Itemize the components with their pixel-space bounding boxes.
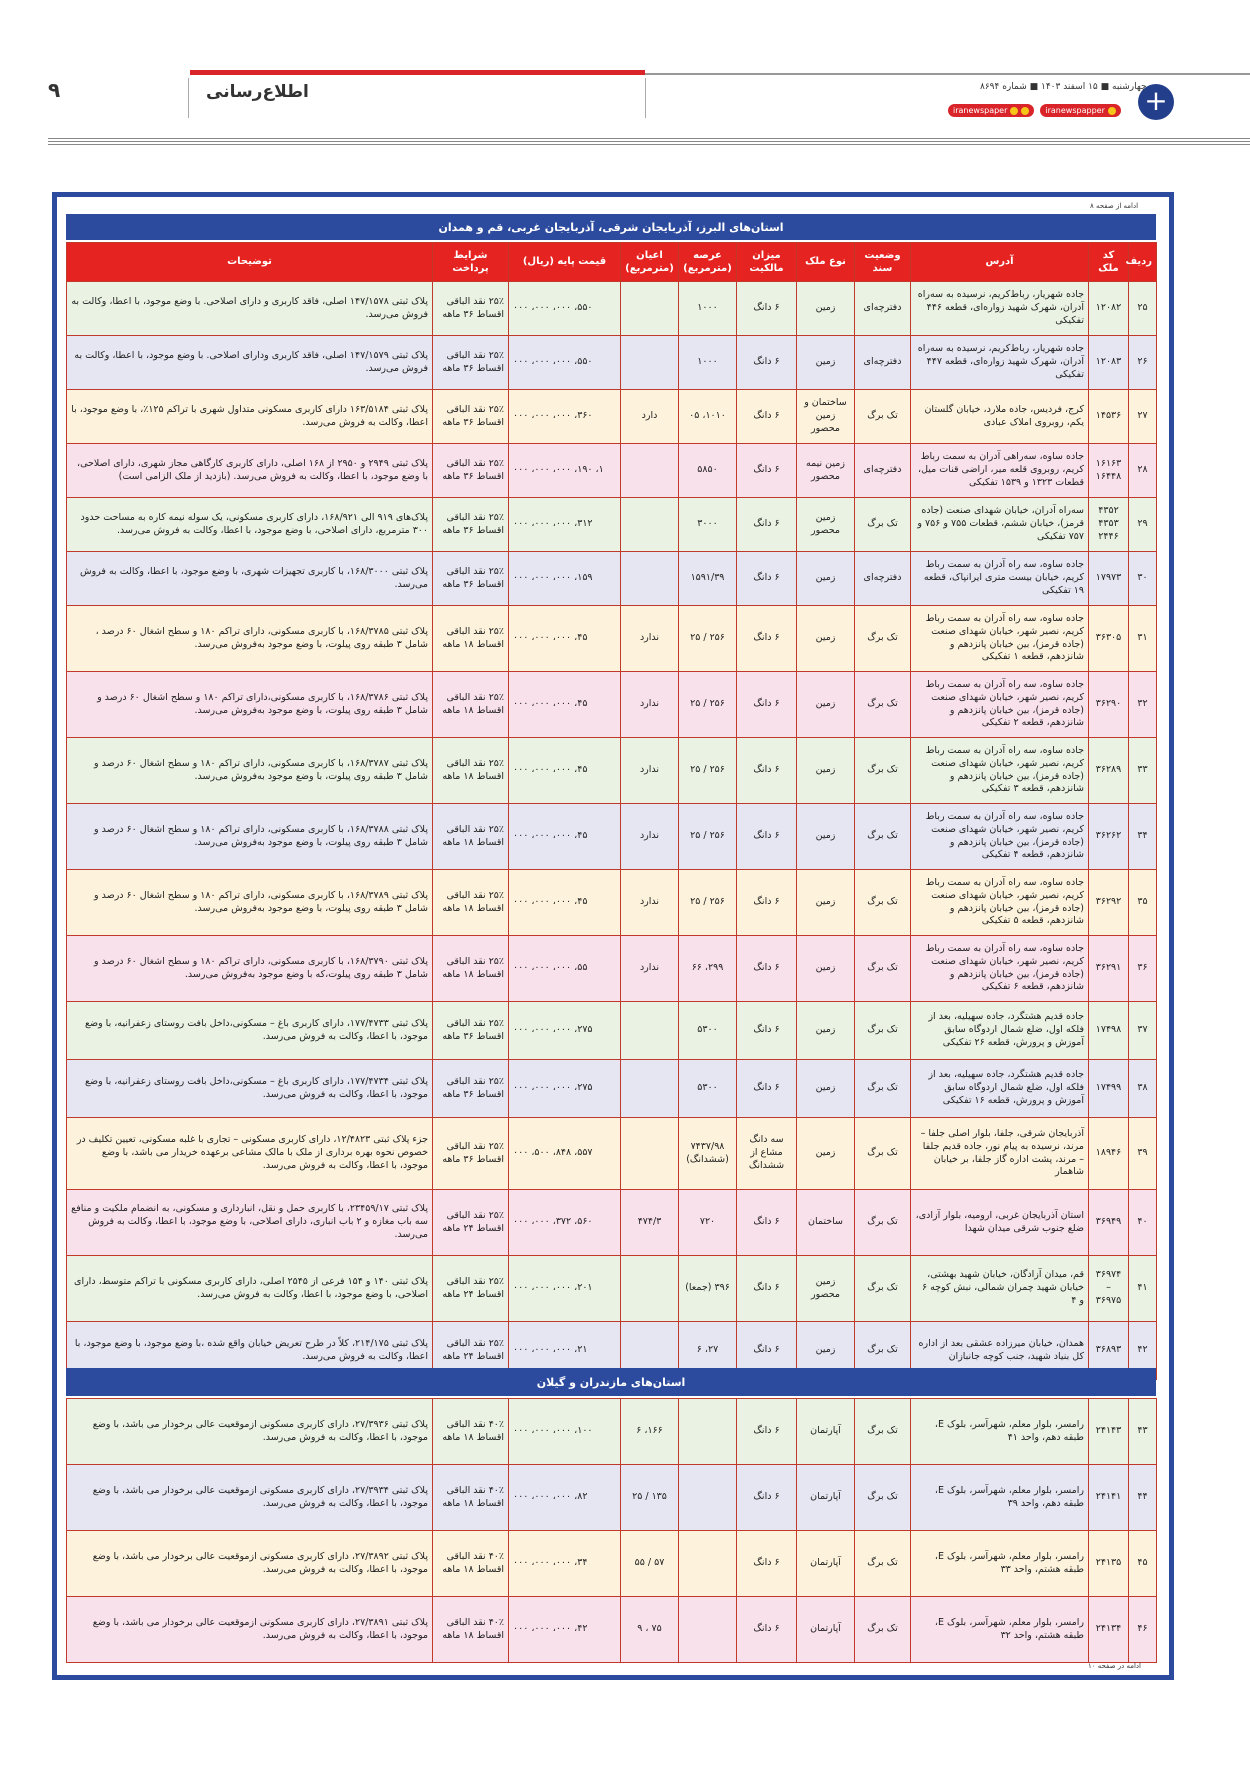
cell-code: ۱۷۹۷۳ (1089, 552, 1129, 606)
cell-land (679, 1597, 737, 1663)
cell-code: ۳۶۹۴۹ (1089, 1190, 1129, 1256)
cell-code: ۲۴۱۳۵ (1089, 1531, 1129, 1597)
cell-share: ۶ دانگ (737, 444, 797, 498)
divider (48, 141, 1250, 142)
cell-address: جاده قدیم هشتگرد، جاده سهیلیه، بعد از فلکه اول، ضلع شمال اردوگاه سابق آموزش و پرورش، قطعه ۲۶ تفکیکی (911, 1002, 1089, 1060)
cell-desc: پلاک ثبتی ۱۴۷/۱۵۷۸ اصلی، فاقد کاربری و دارای اصلاحی. با وضع موجود، با اعطا، وکالت به فروش می‌رسد. (67, 282, 433, 336)
cell-type: زمین (797, 552, 855, 606)
column-header: وضعیت سند (855, 243, 911, 282)
cell-doc: تک برگ (855, 1465, 911, 1531)
cell-terms: ۴۰٪ نقد الباقی اقساط ۱۸ ماهه (433, 1597, 509, 1663)
cell-no: ۳۹ (1129, 1118, 1157, 1190)
cell-terms: ۲۵٪ نقد الباقی اقساط ۱۸ ماهه (433, 672, 509, 738)
cell-land: ۵۸۵۰ (679, 444, 737, 498)
cell-code: ۳۶۳۰۵ (1089, 606, 1129, 672)
cell-terms: ۲۵٪ نقد الباقی اقساط ۳۶ ماهه (433, 1060, 509, 1118)
cell-building: ندارد (621, 936, 679, 1002)
cell-building: ندارد (621, 606, 679, 672)
cell-code: ۱۴۵۳۶ (1089, 390, 1129, 444)
cell-land: ۳۹۶ (جمعا) (679, 1256, 737, 1322)
header-grey-bar (645, 73, 1250, 75)
cell-code: ۳۶۹۷۴ – ۳۶۹۷۵ (1089, 1256, 1129, 1322)
cell-address: سه‌راه آدران، خیابان شهدای صنعت (جاده قرمز)، خیابان ششم، قطعات ۷۵۵ و ۷۵۶ و ۷۵۷ تفکیکی (911, 498, 1089, 552)
cell-type: زمین (797, 1002, 855, 1060)
cell-no: ۳۸ (1129, 1060, 1157, 1118)
cell-doc: تک برگ (855, 1118, 911, 1190)
cell-share: ۶ دانگ (737, 1465, 797, 1531)
cell-land: ۲۹۹، ۶۶ (679, 936, 737, 1002)
cell-share: ۶ دانگ (737, 1190, 797, 1256)
cell-share: ۶ دانگ (737, 1002, 797, 1060)
table-row (67, 1531, 1157, 1597)
table-row (67, 1597, 1157, 1663)
cell-type: آپارتمان (797, 1465, 855, 1531)
cell-address: همدان، خیابان میرزاده عشقی بعد از اداره کل بنیاد شهید، جنب کوچه جانبازان (911, 1322, 1089, 1380)
instagram-icon (1108, 107, 1116, 115)
cell-land: ۵۳۰۰ (679, 1060, 737, 1118)
cell-code: ۲۴۱۴۱ (1089, 1465, 1129, 1531)
cell-terms: ۲۵٪ نقد الباقی اقساط ۳۶ ماهه (433, 336, 509, 390)
cell-address: رامسر، بلوار معلم، شهرآسر، بلوک E، طبقه هشتم، واحد ۳۲ (911, 1597, 1089, 1663)
cell-land: ۲۵۶ / ۲۵ (679, 804, 737, 870)
cell-building: ۱۳۵ / ۲۵ (621, 1465, 679, 1531)
cell-no: ۳۰ (1129, 552, 1157, 606)
cell-desc: پلاک ثبتی ۲۷/۳۸۹۲، دارای کاربری مسکونی ازموقعیت عالی برخودار می باشد، با وضع موجود، با اعطا، وکالت به فروش می‌رسد. (67, 1531, 433, 1597)
cell-price: ۵۶۰، ۳۷۲، ۰۰۰، ۰۰۰ (509, 1190, 621, 1256)
cell-desc: پلاک ثبتی ۲۷/۳۸۹۱، دارای کاربری مسکونی ازموقعیت عالی برخودار می باشد، با وضع موجود، با اعطا، وکالت به فروش می‌رسد. (67, 1597, 433, 1663)
cell-desc: پلاک ثبتی ۱۶۸/۳۰۰۰، با کاربری تجهیزات شهری، با وضع موجود، با اعطا، وکالت به فروش می‌رسد. (67, 552, 433, 606)
cell-address: جاده قدیم هشتگرد، جاده سهیلیه، بعد از فلکه اول، ضلع شمال اردوگاه سابق آموزش و پرورش، قطعه ۱۶ تفکیکی (911, 1060, 1089, 1118)
continued-to: ادامه در صفحه ۱۰ (1088, 1662, 1141, 1670)
cell-address: جاده ساوه، سه راه آدران به سمت رباط کریم، نصیر شهر، خیابان شهدای صنعت (جاده قرمز)، بین خیابان پانزدهم و شانزدهم، قطعه ۲ تفکیکی (911, 672, 1089, 738)
cell-building: ندارد (621, 672, 679, 738)
cell-land: ۱۵۹۱/۳۹ (679, 552, 737, 606)
cell-land: ۷۲۰ (679, 1190, 737, 1256)
cell-building (621, 444, 679, 498)
cell-share: ۶ دانگ (737, 870, 797, 936)
cell-doc: تک برگ (855, 804, 911, 870)
table-row (67, 804, 1157, 870)
column-header: اعیان (مترمربع) (621, 243, 679, 282)
page-number: ۹ (48, 78, 61, 102)
cell-price: ۳۴، ۰۰۰، ۰۰۰، ۰۰۰ (509, 1531, 621, 1597)
cell-land: ۲۷، ۶ (679, 1322, 737, 1380)
cell-type: زمین (797, 870, 855, 936)
cell-building: ۷۵ ، ۹ (621, 1597, 679, 1663)
cell-price: ۲۷۵، ۰۰۰، ۰۰۰، ۰۰۰ (509, 1060, 621, 1118)
cell-code: ۱۶۱۶۳ ۱۶۴۴۸ (1089, 444, 1129, 498)
cell-building (621, 1118, 679, 1190)
cell-terms: ۲۵٪ نقد الباقی اقساط ۱۸ ماهه (433, 606, 509, 672)
table-row (67, 336, 1157, 390)
cell-code: ۱۷۴۹۸ (1089, 1002, 1129, 1060)
cell-terms: ۲۵٪ نقد الباقی اقساط ۱۸ ماهه (433, 936, 509, 1002)
cell-building (621, 552, 679, 606)
cell-type: زمین (797, 282, 855, 336)
cell-address: جاده ساوه، سه راه آدران به سمت رباط کریم، نصیر شهر، خیابان شهدای صنعت (جاده قرمز)، بین خیابان پانزدهم و شانزدهم، قطعه ۵ تفکیکی (911, 870, 1089, 936)
cell-doc: تک برگ (855, 606, 911, 672)
cell-share: ۶ دانگ (737, 804, 797, 870)
cell-terms: ۲۵٪ نقد الباقی اقساط ۱۸ ماهه (433, 870, 509, 936)
cell-desc: پلاک‌های ۹۱۹ الی ۱۶۸/۹۲۱، دارای کاربری مسکونی، یک سوله نیمه کاره به مساحت حدود ۳۰۰ مترمربع، دارای اصلاحی، با وضع موجود، با اعطا، وکالت به فروش می‌رسد. (67, 498, 433, 552)
cell-type: زمین (797, 804, 855, 870)
page-header (0, 0, 1250, 140)
table-row (67, 1002, 1157, 1060)
cell-desc: پلاک ثبتی ۱۶۸/۳۷۸۵، با کاربری مسکونی، دارای تراکم ۱۸۰ و سطح اشغال ۶۰ درصد ، شامل ۳ طبقه روی پیلوت، با وضع موجود به‌فروش می‌رسد. (67, 606, 433, 672)
cell-share: ۶ دانگ (737, 552, 797, 606)
telegram-icon (1021, 107, 1029, 115)
cell-desc: پلاک ثبتی ۲۹۴۹ و ۲۹۵۰ از ۱۶۸ اصلی، دارای کاربری کارگاهی مجاز شهری، دارای اصلاحی، با وضع موجود، با اعطا، وکالت به فروش می‌رسد. (بازدید از ملک الزامی است) (67, 444, 433, 498)
table-row (67, 1118, 1157, 1190)
cell-terms: ۲۵٪ نقد الباقی اقساط ۳۶ ماهه (433, 444, 509, 498)
cell-doc: تک برگ (855, 390, 911, 444)
cell-price: ۲۰۱، ۰۰۰، ۰۰۰، ۰۰۰ (509, 1256, 621, 1322)
cell-building: ندارد (621, 804, 679, 870)
cell-address: کرج، فردیس، جاده ملارد، خیابان گلستان یکم، روبروی املاک عبادی (911, 390, 1089, 444)
cell-no: ۴۱ (1129, 1256, 1157, 1322)
divider (48, 144, 1250, 145)
cell-land: ۷۴۳۷/۹۸ (ششدانگ) (679, 1118, 737, 1190)
cell-share: ۶ دانگ (737, 336, 797, 390)
cell-code: ۳۶۲۹۰ (1089, 672, 1129, 738)
column-header: نوع ملک (797, 243, 855, 282)
cell-code: ۴۳۵۲ ۴۳۵۳ ۲۴۴۶ (1089, 498, 1129, 552)
cell-price: ۴۵، ۰۰۰، ۰۰۰، ۰۰۰ (509, 672, 621, 738)
cell-price: ۱۵۹، ۰۰۰، ۰۰۰، ۰۰۰ (509, 552, 621, 606)
column-header: کد ملک (1089, 243, 1129, 282)
cell-building: ندارد (621, 738, 679, 804)
cell-desc: پلاک ثبتی ۱۶۸/۳۷۸۷، با کاربری مسکونی، دارای تراکم ۱۸۰ و سطح اشغال ۶۰ درصد و شامل ۳ طبقه روی پیلوت، با وضع موجود به‌فروش می‌رسد. (67, 738, 433, 804)
cell-land: ۱۰۱۰، ۰۵ (679, 390, 737, 444)
table-row (67, 498, 1157, 552)
cell-share: ۶ دانگ (737, 1322, 797, 1380)
cell-code: ۳۶۸۹۳ (1089, 1322, 1129, 1380)
cell-type: زمین (797, 1118, 855, 1190)
cell-share: ۶ دانگ (737, 738, 797, 804)
cell-share: ۶ دانگ (737, 498, 797, 552)
cell-no: ۲۷ (1129, 390, 1157, 444)
cell-doc: تک برگ (855, 1060, 911, 1118)
cell-no: ۳۴ (1129, 804, 1157, 870)
cell-share: ۶ دانگ (737, 1597, 797, 1663)
table-row (67, 390, 1157, 444)
continued-from: ادامه از صفحه ۸ (1090, 202, 1139, 210)
divider (48, 138, 1250, 139)
cell-land: ۲۵۶ / ۲۵ (679, 672, 737, 738)
cell-desc: پلاک ثبتی ۱۷۷/۴۷۳۴، دارای کاربری باغ – مسکونی،داخل بافت روستای زعفرانیه، با وضع موجود، با اعطا، وکالت به فروش می‌رسد. (67, 1060, 433, 1118)
cell-no: ۳۵ (1129, 870, 1157, 936)
social-pill[interactable] (948, 104, 1034, 117)
cell-address: جاده ساوه، سه راه آدران به سمت رباط کریم، نصیر شهر، خیابان شهدای صنعت (جاده قرمز)، بین خیابان پانزدهم و شانزدهم، قطعه ۶ تفکیکی (911, 936, 1089, 1002)
cell-address: جاده ساوه، سه راه آدران به سمت رباط کریم، خیابان بیست متری ایرانپاک، قطعه ۱۹ تفکیکی (911, 552, 1089, 606)
cell-land (679, 1465, 737, 1531)
cell-no: ۴۲ (1129, 1322, 1157, 1380)
cell-doc: تک برگ (855, 1002, 911, 1060)
cell-price: ۳۱۲، ۰۰۰، ۰۰۰، ۰۰۰ (509, 498, 621, 552)
cell-desc: پلاک ثبتی ۲۳۴۵۹/۱۷، با کاربری حمل و نقل، انبارداری و مسکونی، به انضمام ملکیت و منافع سه باب مغازه و ۲ باب انباری، دارای اصلاحی، با وضع موجود، با اعطا، وکالت به فروش می‌رسد. (67, 1190, 433, 1256)
cell-code: ۳۶۲۶۲ (1089, 804, 1129, 870)
cell-terms: ۲۵٪ نقد الباقی اقساط ۲۴ ماهه (433, 1322, 509, 1380)
cell-terms: ۲۵٪ نقد الباقی اقساط ۱۸ ماهه (433, 738, 509, 804)
cell-desc: پلاک ثبتی ۱۶۸/۳۷۸۹، با کاربری مسکونی، دارای تراکم ۱۸۰ و سطح اشغال ۶۰ درصد و شامل ۳ طبقه روی پیلوت، با وضع موجود به‌فروش می‌رسد. (67, 870, 433, 936)
cell-land (679, 1399, 737, 1465)
cell-building: ندارد (621, 870, 679, 936)
property-table-1 (66, 242, 1157, 1380)
cell-terms: ۲۵٪ نقد الباقی اقساط ۳۶ ماهه (433, 1002, 509, 1060)
cell-building (621, 498, 679, 552)
cell-price: ۴۵، ۰۰۰، ۰۰۰، ۰۰۰ (509, 804, 621, 870)
cell-building (621, 282, 679, 336)
cell-type: زمین محصور (797, 498, 855, 552)
cell-share: ۶ دانگ (737, 672, 797, 738)
cell-land (679, 1531, 737, 1597)
cell-no: ۴۴ (1129, 1465, 1157, 1531)
cell-no: ۴۶ (1129, 1597, 1157, 1663)
cell-terms: ۲۵٪ نقد الباقی اقساط ۲۴ ماهه (433, 1256, 509, 1322)
table-row (67, 1190, 1157, 1256)
column-header: عرصه (مترمربع) (679, 243, 737, 282)
cell-price: ۴۵، ۰۰۰، ۰۰۰، ۰۰۰ (509, 606, 621, 672)
cell-doc: تک برگ (855, 1322, 911, 1380)
cell-doc: دفترچه‌ای (855, 282, 911, 336)
column-header: ردیف (1129, 243, 1157, 282)
cell-land: ۱۰۰۰ (679, 336, 737, 390)
province-band-2: استان‌های مازندران و گیلان (66, 1368, 1156, 1396)
cell-price: ۱۰۰، ۰۰۰، ۰۰۰، ۰۰۰ (509, 1399, 621, 1465)
cell-type: زمین (797, 936, 855, 1002)
cell-desc: پلاک ثبتی ۱۶۸/۳۷۸۶، با کاربری مسکونی،دارای تراکم ۱۸۰ و سطح اشغال ۶۰ درصد و شامل ۳ طبقه روی پیلوت، با وضع موجود به‌فروش می‌رسد. (67, 672, 433, 738)
cell-share: سه دانگ مشاع از ششدانگ (737, 1118, 797, 1190)
cell-doc: تک برگ (855, 1256, 911, 1322)
cell-doc: دفترچه‌ای (855, 444, 911, 498)
social-handle: iranewspaper (953, 106, 1008, 115)
cell-doc: تک برگ (855, 936, 911, 1002)
cell-doc: تک برگ (855, 498, 911, 552)
table-row (67, 936, 1157, 1002)
cell-no: ۴۵ (1129, 1531, 1157, 1597)
cell-desc: پلاک ثبتی ۲۱۴/۱۷۵، کلاً در طرح تعریض خیابان واقع شده ،با وضع موجود، با وضع موجود، با اعطا، وکالت به فروش می‌رسد. (67, 1322, 433, 1380)
cell-share: ۶ دانگ (737, 606, 797, 672)
cell-type: زمین (797, 1322, 855, 1380)
cell-building: ۵۷ / ۵۵ (621, 1531, 679, 1597)
social-pill[interactable] (1040, 104, 1120, 117)
cell-type: زمین (797, 336, 855, 390)
cell-doc: تک برگ (855, 1190, 911, 1256)
cell-land: ۲۵۶ / ۲۵ (679, 606, 737, 672)
cell-price: ۱، ۱۹۰، ۰۰۰، ۰۰۰، ۰۰۰ (509, 444, 621, 498)
cell-doc: دفترچه‌ای (855, 552, 911, 606)
cell-building (621, 1060, 679, 1118)
cell-share: ۶ دانگ (737, 1531, 797, 1597)
table-row (67, 444, 1157, 498)
cell-no: ۳۲ (1129, 672, 1157, 738)
cell-share: ۶ دانگ (737, 936, 797, 1002)
cell-price: ۵۵، ۰۰۰، ۰۰۰، ۰۰۰ (509, 936, 621, 1002)
cell-no: ۲۹ (1129, 498, 1157, 552)
cell-code: ۲۴۱۳۴ (1089, 1597, 1129, 1663)
cell-doc: تک برگ (855, 870, 911, 936)
cell-type: آپارتمان (797, 1531, 855, 1597)
cell-doc: تک برگ (855, 1597, 911, 1663)
cell-desc: پلاک ثبتی ۱۶۸/۳۷۹۰، با کاربری مسکونی، دارای تراکم ۱۸۰ و سطح اشغال ۶۰ درصد و شامل ۳ طبقه روی پیلوت،که با وضع موجود به‌فروش می‌رسد. (67, 936, 433, 1002)
cell-desc: پلاک ثبتی ۱۴۷/۱۵۷۹ اصلی، فاقد کاربری ودارای اصلاحی. با وضع موجود، با اعطا، وکالت به فروش می‌رسد. (67, 336, 433, 390)
cell-address: رامسر، بلوار معلم، شهرآسر، بلوک E، طبقه دهم، واحد ۳۹ (911, 1465, 1089, 1531)
column-header: قیمت پایه (ریال) (509, 243, 621, 282)
divider (188, 78, 189, 118)
cell-terms: ۴۰٪ نقد الباقی اقساط ۱۸ ماهه (433, 1531, 509, 1597)
cell-terms: ۲۵٪ نقد الباقی اقساط ۳۶ ماهه (433, 390, 509, 444)
cell-building (621, 1256, 679, 1322)
issue-date: چهارشنبه ■ ۱۵ اسفند ۱۴۰۳ ■ شماره ۸۶۹۴ (980, 82, 1147, 92)
table-row (67, 282, 1157, 336)
cell-price: ۴۲، ۰۰۰، ۰۰۰، ۰۰۰ (509, 1597, 621, 1663)
cell-code: ۱۷۴۹۹ (1089, 1060, 1129, 1118)
cell-desc: پلاک ثبتی ۱۶۳/۵۱۸۴ دارای کاربری مسکونی متداول شهری با تراکم ۱۲۵٪، با وضع موجود، با اعطا، وکالت به فروش می‌رسد. (67, 390, 433, 444)
cell-address: جاده ساوه، سه‌راهی آدران به سمت رباط کریم، روبروی قلعه میر، اراضی قنات میل، قطعات ۱۳۲۳ و ۱۵۳۹ تفکیکی (911, 444, 1089, 498)
cell-desc: پلاک ثبتی ۱۶۸/۳۷۸۸، با کاربری مسکونی، دارای تراکم ۱۸۰ و سطح اشغال ۶۰ درصد و شامل ۳ طبقه روی پیلوت، با وضع موجود به‌فروش می‌رسد. (67, 804, 433, 870)
cell-terms: ۲۵٪ نقد الباقی اقساط ۳۶ ماهه (433, 498, 509, 552)
cell-price: ۵۵۷، ۸۴۸، ۵۰۰، ۰۰۰ (509, 1118, 621, 1190)
cell-doc: تک برگ (855, 1399, 911, 1465)
cell-type: زمین (797, 1060, 855, 1118)
cell-address: قم، میدان آزادگان، خیابان شهید بهشتی، خیابان شهید چمران شمالی، نبش کوچه ۶ و ۴ (911, 1256, 1089, 1322)
table-row (67, 672, 1157, 738)
cell-type: زمین نیمه محصور (797, 444, 855, 498)
table-row (67, 1465, 1157, 1531)
cell-no: ۴۳ (1129, 1399, 1157, 1465)
cell-type: زمین (797, 672, 855, 738)
cell-no: ۲۸ (1129, 444, 1157, 498)
cell-land: ۲۵۶ / ۲۵ (679, 870, 737, 936)
cell-type: آپارتمان (797, 1597, 855, 1663)
table-row (67, 870, 1157, 936)
cell-code: ۲۴۱۴۳ (1089, 1399, 1129, 1465)
cell-no: ۳۷ (1129, 1002, 1157, 1060)
cell-code: ۱۲۰۸۳ (1089, 336, 1129, 390)
cell-terms: ۴۰٪ نقد الباقی اقساط ۱۸ ماهه (433, 1465, 509, 1531)
cell-doc: تک برگ (855, 1531, 911, 1597)
cell-building: ۱۶۶، ۶ (621, 1399, 679, 1465)
cell-desc: جزء پلاک ثبتی ۱۲/۴۸۲۳، دارای کاربری مسکونی – تجاری با غلبه مسکونی، تعیین تکلیف در خصوص نحوه بهره برداری از ملک با مالک مشاعی برعهده خریدار می باشد، با وضع موجود، با اعطا، وکالت به فروش می‌رسد. (67, 1118, 433, 1190)
table-row (67, 552, 1157, 606)
column-header: میزان مالکیت (737, 243, 797, 282)
cell-share: ۶ دانگ (737, 282, 797, 336)
cell-desc: پلاک ثبتی ۱۷۷/۴۷۳۳، دارای کاربری باغ – مسکونی،داخل بافت روستای زعفرانیه، با وضع موجود، با اعطا، وکالت به فروش می‌رسد. (67, 1002, 433, 1060)
cell-terms: ۲۵٪ نقد الباقی اقساط ۱۸ ماهه (433, 804, 509, 870)
column-header: شرایط پرداخت (433, 243, 509, 282)
cell-address: جاده شهریار، رباط‌کریم، نرسیده به سه‌راه آدران، شهرک شهید زواره‌ای، قطعه ۴۴۷ تفکیکی (911, 336, 1089, 390)
cell-address: رامسر، بلوار معلم، شهرآسر، بلوک E، طبقه دهم، واحد ۴۱ (911, 1399, 1089, 1465)
cell-no: ۲۶ (1129, 336, 1157, 390)
cell-share: ۶ دانگ (737, 1256, 797, 1322)
header-red-bar (190, 70, 645, 75)
cell-type: ساختمان و زمین محصور (797, 390, 855, 444)
eitaa-icon (1010, 107, 1018, 115)
cell-land: ۵۳۰۰ (679, 1002, 737, 1060)
cell-code: ۳۶۲۸۹ (1089, 738, 1129, 804)
cell-desc: پلاک ثبتی ۲۷/۳۹۳۶، دارای کاربری مسکونی ازموقعیت عالی برخودار می باشد، با وضع موجود، با اعطا، وکالت به فروش می‌رسد. (67, 1399, 433, 1465)
plus-icon[interactable]: + (1138, 84, 1174, 120)
cell-no: ۳۶ (1129, 936, 1157, 1002)
cell-terms: ۲۵٪ نقد الباقی اقساط ۳۶ ماهه (433, 282, 509, 336)
cell-doc: تک برگ (855, 672, 911, 738)
cell-desc: پلاک ثبتی ۲۷/۳۹۳۴، دارای کاربری مسکونی ازموقعیت عالی برخودار می باشد، با وضع موجود، با اعطا، وکالت به فروش می‌رسد. (67, 1465, 433, 1531)
cell-code: ۳۶۲۹۱ (1089, 936, 1129, 1002)
column-header: آدرس (911, 243, 1089, 282)
table-row (67, 738, 1157, 804)
cell-price: ۵۵۰، ۰۰۰، ۰۰۰، ۰۰۰ (509, 282, 621, 336)
table-row (67, 1060, 1157, 1118)
cell-building (621, 1002, 679, 1060)
cell-land: ۳۰۰۰ (679, 498, 737, 552)
cell-type: زمین محصور (797, 1256, 855, 1322)
cell-price: ۸۲، ۰۰۰، ۰۰۰، ۰۰۰ (509, 1465, 621, 1531)
cell-address: جاده ساوه، سه راه آدران به سمت رباط کریم، نصیر شهر، خیابان شهدای صنعت (جاده قرمز)، بین خیابان پانزدهم و شانزدهم، قطعه ۳ تفکیکی (911, 738, 1089, 804)
cell-price: ۴۵، ۰۰۰، ۰۰۰، ۰۰۰ (509, 870, 621, 936)
cell-terms: ۲۵٪ نقد الباقی اقساط ۳۶ ماهه (433, 552, 509, 606)
cell-address: آذربایجان شرقی، جلفا، بلوار اصلی جلفا – مرند، نرسیده به پیام نور، جاده قدیم جلفا – مرند، پشت اداره گاز جلفا، بر خیابان شاهمار (911, 1118, 1089, 1190)
table-row (67, 1256, 1157, 1322)
cell-address: جاده شهریار، رباط‌کریم، نرسیده به سه‌راه آدران، شهرک شهید زواره‌ای، قطعه ۴۴۶ تفکیکی (911, 282, 1089, 336)
cell-price: ۳۶۰، ۰۰۰، ۰۰۰، ۰۰۰ (509, 390, 621, 444)
cell-address: جاده ساوه، سه راه آدران به سمت رباط کریم، نصیر شهر، خیابان شهدای صنعت (جاده قرمز)، بین خیابان پانزدهم و شانزدهم، قطعه ۴ تفکیکی (911, 804, 1089, 870)
social-handles (948, 104, 1121, 117)
cell-terms: ۲۵٪ نقد الباقی اقساط ۲۴ ماهه (433, 1190, 509, 1256)
property-table-2 (66, 1398, 1157, 1663)
cell-price: ۴۵، ۰۰۰، ۰۰۰، ۰۰۰ (509, 738, 621, 804)
cell-address: رامسر، بلوار معلم، شهرآسر، بلوک E، طبقه هشتم، واحد ۳۳ (911, 1531, 1089, 1597)
cell-code: ۳۶۲۹۲ (1089, 870, 1129, 936)
province-band-1: استان‌های البرز، آذربایجان شرقی، آذربایجان غربی، قم و همدان (66, 214, 1156, 240)
cell-no: ۳۳ (1129, 738, 1157, 804)
cell-share: ۶ دانگ (737, 1060, 797, 1118)
cell-terms: ۲۵٪ نقد الباقی اقساط ۳۶ ماهه (433, 1118, 509, 1190)
cell-terms: ۴۰٪ نقد الباقی اقساط ۱۸ ماهه (433, 1399, 509, 1465)
cell-code: ۱۲۰۸۲ (1089, 282, 1129, 336)
social-handle: iranewspapper (1045, 106, 1105, 115)
cell-no: ۴۰ (1129, 1190, 1157, 1256)
table-row (67, 606, 1157, 672)
table-row (67, 1399, 1157, 1465)
cell-type: زمین (797, 606, 855, 672)
column-header: توضیحات (67, 243, 433, 282)
cell-doc: دفترچه‌ای (855, 336, 911, 390)
cell-land: ۱۰۰۰ (679, 282, 737, 336)
divider (645, 78, 646, 118)
cell-doc: تک برگ (855, 738, 911, 804)
cell-price: ۲۱، ۰۰۰، ۰۰۰، ۰۰۰ (509, 1322, 621, 1380)
cell-type: زمین (797, 738, 855, 804)
cell-no: ۳۱ (1129, 606, 1157, 672)
cell-building: دارد (621, 390, 679, 444)
cell-share: ۶ دانگ (737, 1399, 797, 1465)
cell-price: ۲۷۵، ۰۰۰، ۰۰۰، ۰۰۰ (509, 1002, 621, 1060)
cell-price: ۵۵۰، ۰۰۰، ۰۰۰، ۰۰۰ (509, 336, 621, 390)
cell-type: آپارتمان (797, 1399, 855, 1465)
cell-building (621, 336, 679, 390)
cell-address: جاده ساوه، سه راه آدران به سمت رباط کریم، نصیر شهر، خیابان شهدای صنعت (جاده قرمز)، بین خیابان پانزدهم و شانزدهم، قطعه ۱ تفکیکی (911, 606, 1089, 672)
cell-code: ۱۸۹۴۶ (1089, 1118, 1129, 1190)
cell-land: ۲۵۶ / ۲۵ (679, 738, 737, 804)
section-title: اطلاع‌رسانی (206, 82, 309, 102)
cell-address: استان آذربایجان غربی، ارومیه، بلوار آزادی، ضلع جنوب شرقی میدان شهدا (911, 1190, 1089, 1256)
cell-desc: پلاک ثبتی ۱۴۰ و ۱۵۴ فرعی از ۲۵۴۵ اصلی، دارای کاربری مسکونی با تراکم متوسط، دارای اصلاحی، با وضع موجود، با اعطا، وکالت به فروش می‌رسد. (67, 1256, 433, 1322)
cell-share: ۶ دانگ (737, 390, 797, 444)
cell-type: ساختمان (797, 1190, 855, 1256)
cell-building: ۴۷۴/۳ (621, 1190, 679, 1256)
cell-no: ۲۵ (1129, 282, 1157, 336)
